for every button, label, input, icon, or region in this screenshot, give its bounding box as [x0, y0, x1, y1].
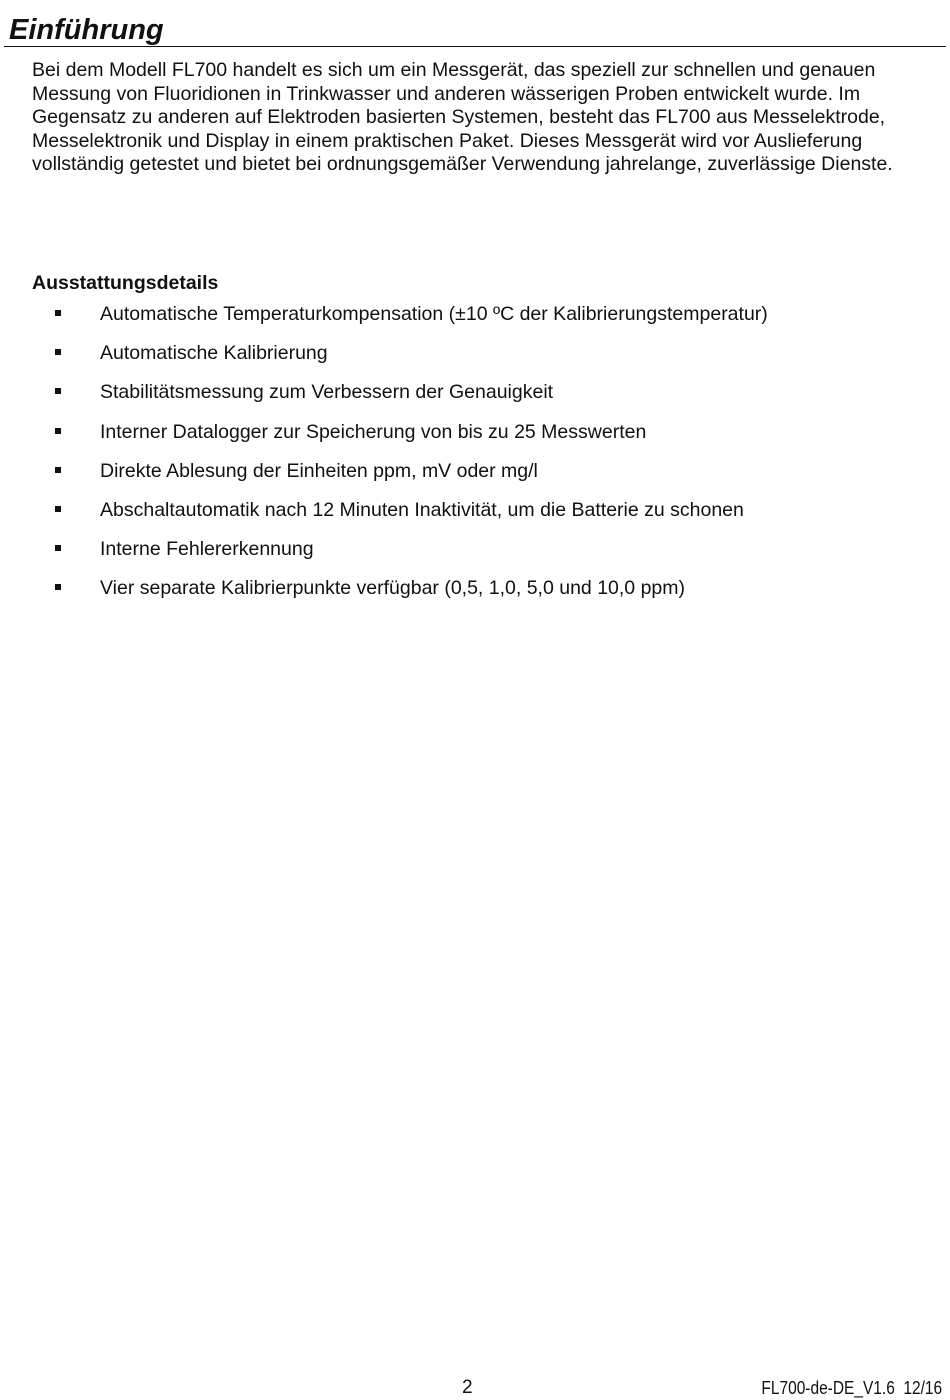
- feature-item-text: Interne Fehlererkennung: [100, 538, 314, 561]
- feature-item-text: Stabilitätsmessung zum Verbessern der Genauigkeit: [100, 381, 554, 404]
- feature-list-item: [0, 379, 950, 418]
- square-bullet-icon: [55, 349, 61, 355]
- feature-list: [0, 301, 950, 615]
- feature-item-text: Interner Datalogger zur Speicherung von bis zu 25 Messwerten: [100, 420, 647, 443]
- feature-list-item: [0, 340, 950, 379]
- feature-item-text: Direkte Ablesung der Einheiten ppm, mV oder mg/l: [100, 459, 538, 482]
- square-bullet-icon: [55, 428, 61, 434]
- intro-paragraph: Bei dem Modell FL700 handelt es sich um ein Messgerät, das speziell zur schnellen und genauen Messung von Fluoridionen in Trinkwasser und anderen wässerigen Proben entwickelt wurde. Im Gegensatz zu anderen auf Elektroden basierten Systemen, besteht das FL700 aus Messelektrode, Messelektronik und Display in einem praktischen Paket. Dieses Messgerät wird vor Auslieferung vollständig getestet und bietet bei ordnungsgemäßer Verwendung jahrelange, zuverlässige Dienste.: [32, 59, 893, 176]
- document-date-label: 12/16: [903, 1378, 942, 1398]
- feature-list-item: [0, 301, 950, 340]
- feature-item-text: Automatische Temperaturkompensation (±10 ºC der Kalibrierungstemperatur): [100, 303, 768, 325]
- square-bullet-icon: [55, 388, 61, 394]
- square-bullet-icon: [55, 584, 61, 590]
- title-underline-divider: [4, 46, 946, 47]
- square-bullet-icon: [55, 310, 61, 316]
- page-number: 2: [462, 1377, 473, 1398]
- document-footer-id: [761, 1376, 942, 1400]
- feature-list-item: [0, 536, 950, 575]
- document-version-label: FL700-de-DE_V1.6: [761, 1378, 895, 1398]
- feature-list-item: [0, 575, 950, 614]
- feature-item-text: Vier separate Kalibrierpunkte verfügbar (0,5, 1,0, 5,0 und 10,0 ppm): [100, 577, 685, 600]
- feature-list-item: [0, 419, 950, 458]
- feature-list-item: [0, 497, 950, 536]
- square-bullet-icon: [55, 506, 61, 512]
- feature-item-text: Automatische Kalibrierung: [100, 342, 328, 365]
- feature-item-text: Abschaltautomatik nach 12 Minuten Inaktivität, um die Batterie zu schonen: [100, 498, 744, 521]
- feature-list-item: [0, 458, 950, 497]
- section-title: Einführung: [9, 14, 164, 46]
- square-bullet-icon: [55, 467, 61, 473]
- square-bullet-icon: [55, 545, 61, 551]
- features-heading: Ausstattungsdetails: [32, 272, 219, 294]
